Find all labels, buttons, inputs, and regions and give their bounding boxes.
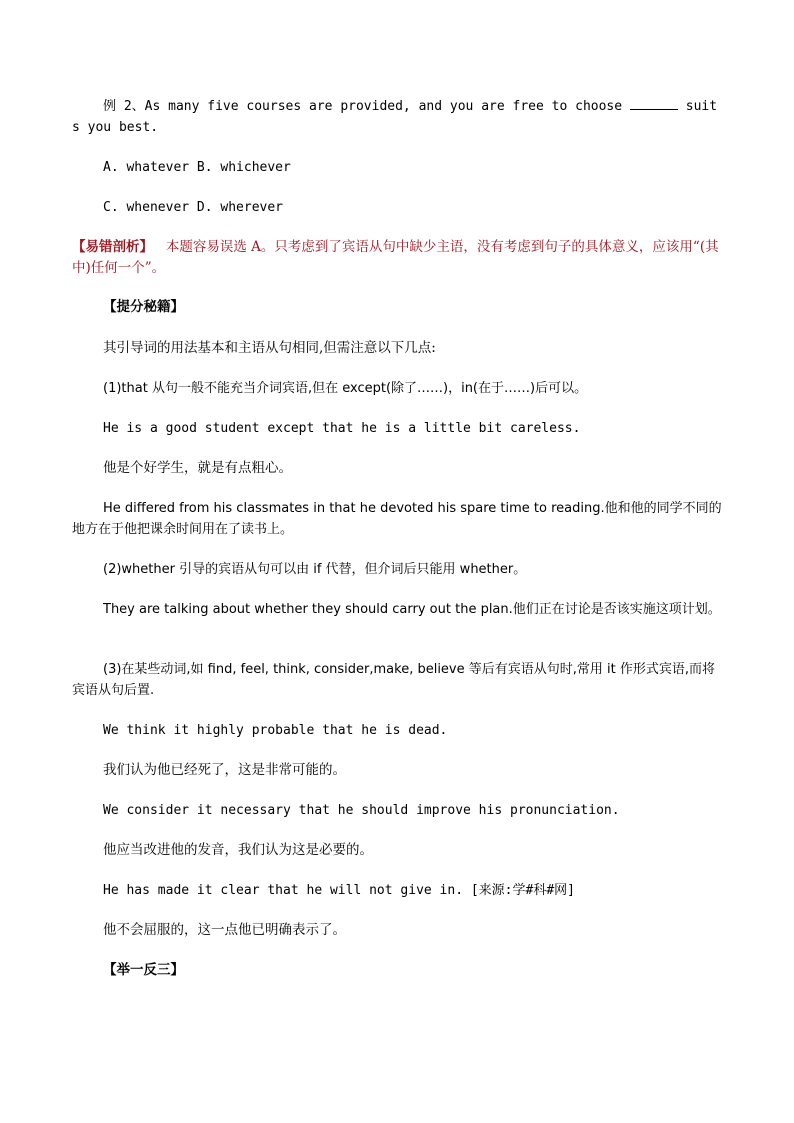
tip-point-1-example-1-en: He is a good student except that he is a little bit careless. — [103, 421, 581, 436]
error-analysis-text: 本题容易误选 A。只考虑到了宾语从句中缺少主语，没有考虑到句子的具体意义，应该用“(其中)任何一个”。 — [72, 239, 719, 276]
error-analysis — [72, 237, 722, 279]
tip-point-3-example-1-zh: 我们认为他已经死了，这是非常可能的。 — [103, 762, 346, 778]
tip-point-3-example-3-en: He has made it clear that he will not give in. [来源:学#科#网] — [103, 883, 575, 898]
error-analysis-tag: 【易错剖析】 — [72, 239, 153, 255]
answer-blank — [630, 97, 678, 110]
example-2-stem-after: suits you best. — [72, 99, 718, 135]
practice-heading: 【举一反三】 — [103, 962, 184, 978]
tip-point-3-example-3-zh: 他不会屈服的，这一点他已明确表示了。 — [103, 922, 346, 938]
tip-point-3-example-2-zh: 他应当改进他的发音，我们认为这是必要的。 — [103, 842, 373, 858]
tip-point-3-example-2-en: We consider it necessary that he should improve his pronunciation. — [103, 803, 620, 818]
tips-intro: 其引导词的用法基本和主语从句相同,但需注意以下几点: — [103, 340, 436, 356]
example-2-options-ab: A. whatever B. whichever — [103, 160, 291, 175]
tip-point-1: (1)that 从句一般不能充当介词宾语,但在 except(除了……)，in(在于……)后可以。 — [103, 381, 588, 396]
example-2-prefix: 例 2、 — [103, 99, 145, 114]
tip-point-3: (3)在某些动词,如 find, feel, think, consider,make, believe 等后有宾语从句时,常用 it 作形式宾语,而将宾语从句后置. — [72, 662, 715, 698]
tip-point-3-example-1-en: We think it highly probable that he is dead. — [103, 723, 448, 738]
tips-heading: 【提分秘籍】 — [103, 299, 184, 315]
tip-point-2-example: They are talking about whether they should carry out the plan.他们正在讨论是否该实施这项计划。 — [103, 602, 721, 617]
tip-point-1-example-2: He differed from his classmates in that he devoted his spare time to reading.他和他的同学不同的地方在于他把课余时间用在了读书上。 — [72, 501, 722, 537]
tip-point-2: (2)whether 引导的宾语从句可以由 if 代替，但介词后只能用 whether。 — [103, 562, 527, 577]
example-2-question — [72, 96, 722, 138]
example-2-stem-before: As many five courses are provided, and you are free to choose — [144, 99, 630, 114]
example-2-options-cd: C. whenever D. wherever — [103, 200, 284, 215]
tip-point-1-example-1-zh: 他是个好学生，就是有点粗心。 — [103, 460, 292, 476]
